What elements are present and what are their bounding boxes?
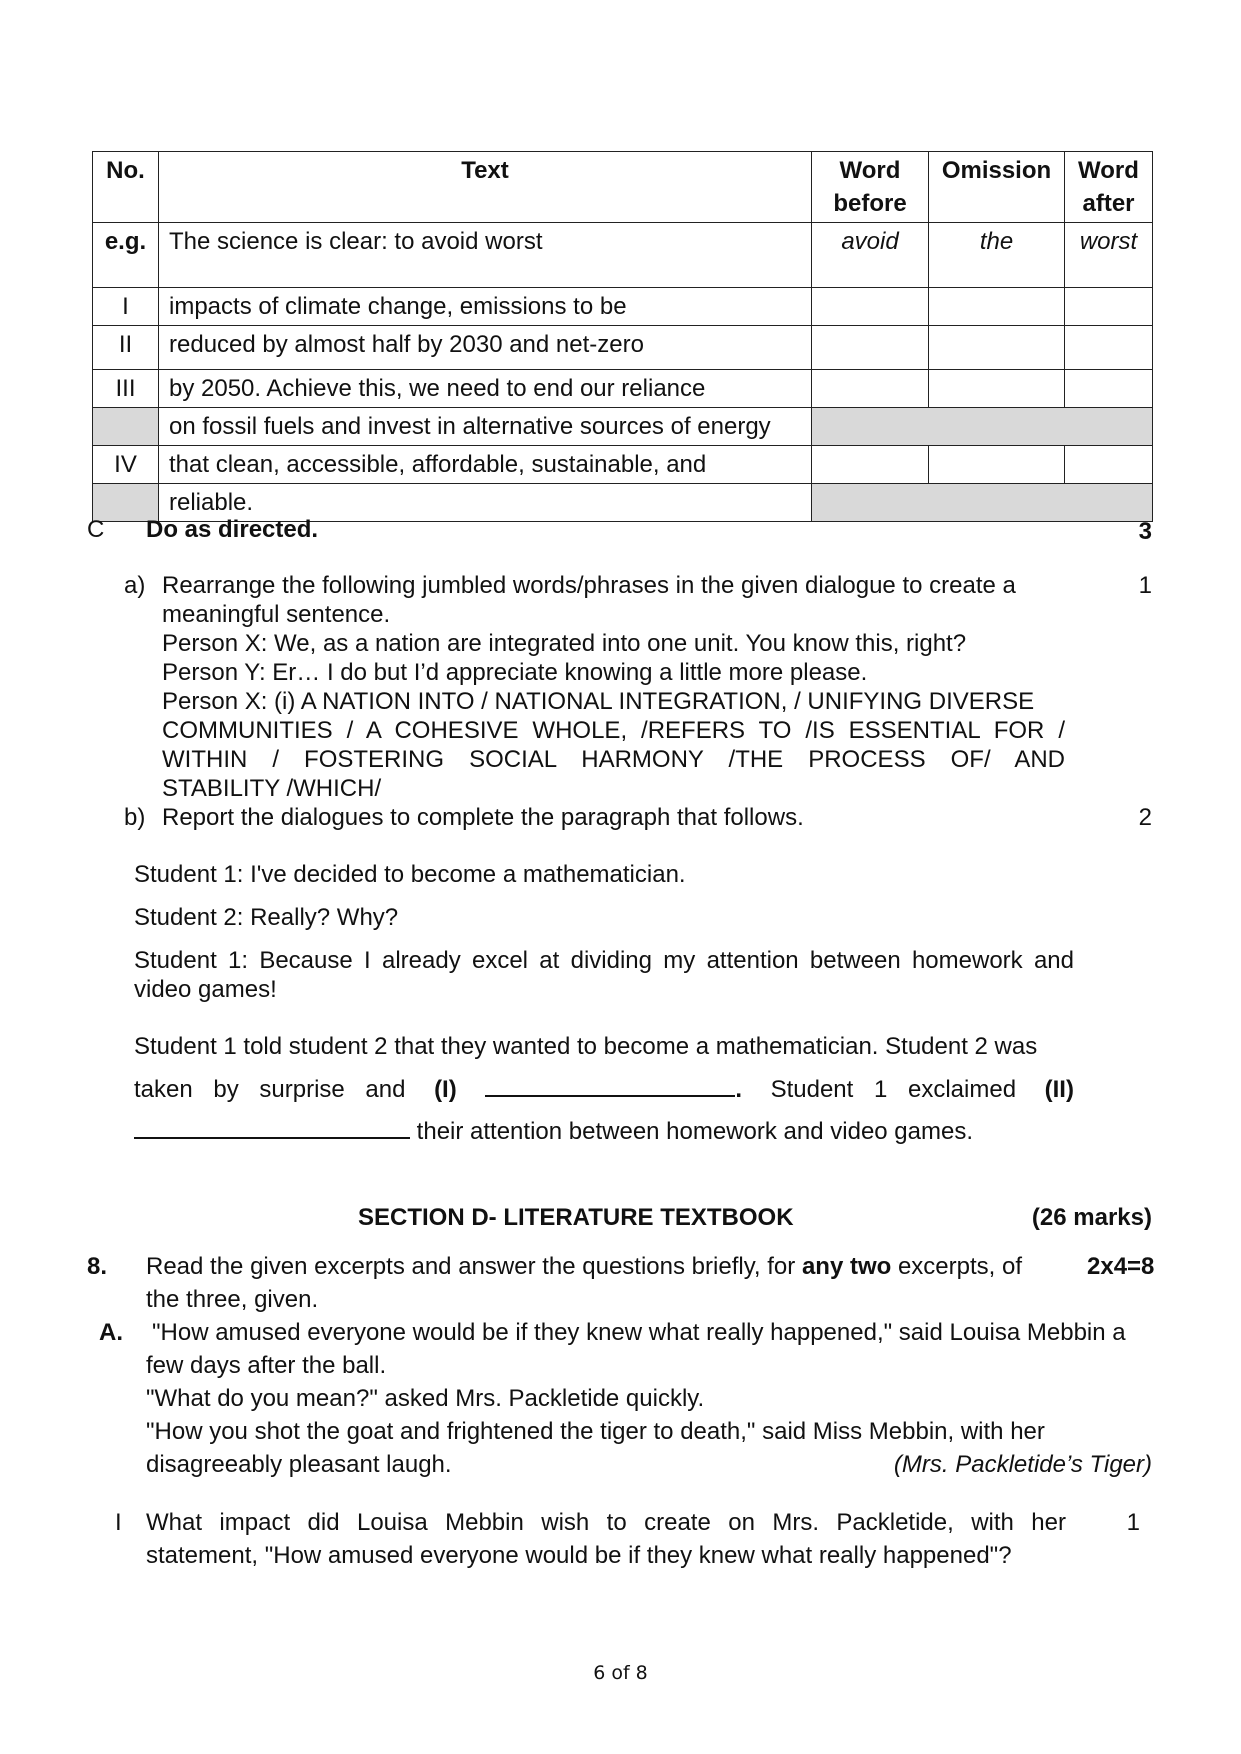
part-b-label: b) — [124, 804, 146, 831]
word-before-answer-cell[interactable] — [812, 288, 929, 326]
part-a-line1: Rearrange the following jumbled words/phrases in the given dialogue to create a — [162, 572, 1016, 599]
row-number: IV — [93, 446, 159, 484]
header-word-after: Word after — [1065, 152, 1153, 223]
table-row — [93, 326, 1153, 370]
dialogue-student1-b-line1: Student 1: Because I already excel at dividing my attention between homework and — [134, 947, 1074, 974]
row-number: III — [93, 370, 159, 408]
omission-answer-cell[interactable] — [929, 288, 1065, 326]
header-word-before: Word before — [812, 152, 929, 223]
question-i-line2: statement, "How amused everyone would be if they knew what really happened"? — [146, 1542, 1012, 1569]
report-paragraph-line3 — [134, 1117, 973, 1146]
section-c-title: Do as directed. — [146, 516, 319, 543]
excerpt-a-source: (Mrs. Packletide’s Tiger) — [893, 1451, 1152, 1478]
word-after-answer-cell[interactable] — [1065, 288, 1153, 326]
excerpt-a-line1: "How amused everyone would be if they knew what really happened," said Louisa Mebbin a — [152, 1319, 1126, 1346]
row-text: reduced by almost half by 2030 and net-zero — [159, 326, 812, 370]
word-before-answer-cell[interactable] — [812, 326, 929, 370]
table-header-row — [93, 152, 1153, 223]
table-row — [93, 446, 1153, 484]
row-text: The science is clear: to avoid worst — [159, 223, 812, 288]
dialogue-student1-a: Student 1: I've decided to become a mathematician. — [134, 861, 686, 888]
question-8-number: 8. — [87, 1253, 108, 1280]
row-text: on fossil fuels and invest in alternative sources of energy — [159, 408, 812, 446]
excerpt-a-line2: few days after the ball. — [146, 1352, 387, 1379]
omission-answer-cell[interactable] — [929, 370, 1065, 408]
row-number: e.g. — [93, 223, 159, 288]
jumbled-line2: COMMUNITIES / A COHESIVE WHOLE, /REFERS TO /IS ESSENTIAL FOR / — [162, 717, 1065, 744]
dialogue-student2: Student 2: Really? Why? — [134, 904, 399, 931]
table-row — [93, 288, 1153, 326]
blank-i-period: . — [735, 1076, 742, 1103]
report-paragraph-line1: Student 1 told student 2 that they wanted to become a mathematician. Student 2 was — [134, 1033, 1038, 1060]
person-y-line: Person Y: Er… I do but I’d appreciate knowing a little more please. — [162, 659, 868, 686]
word-after-answer-cell[interactable] — [1065, 326, 1153, 370]
omission-table — [92, 151, 1153, 522]
row-text: reliable. — [159, 484, 812, 522]
report-text-exclaimed: Student 1 exclaimed — [770, 1076, 1017, 1103]
section-d-marks: (26 marks) — [1031, 1204, 1152, 1231]
table-row — [93, 408, 1153, 446]
header-text: Text — [159, 152, 812, 223]
row-shaded-blank — [812, 408, 1153, 446]
jumbled-line3: WITHIN / FOSTERING SOCIAL HARMONY /THE PROCESS OF/ AND — [162, 746, 1065, 773]
excerpt-a-line3: "What do you mean?" asked Mrs. Packletide quickly. — [146, 1385, 705, 1412]
report-paragraph-line2 — [134, 1075, 1074, 1104]
row-number: I — [93, 288, 159, 326]
word-before-answer-cell[interactable] — [812, 446, 929, 484]
word-after-answer-cell[interactable] — [1065, 446, 1153, 484]
section-c-letter: C — [87, 516, 105, 543]
question-8-line2: the three, given. — [146, 1286, 319, 1313]
row-text: impacts of climate change, emissions to be — [159, 288, 812, 326]
jumbled-line4: STABILITY /WHICH/ — [162, 775, 382, 802]
blank-label-ii: (II) — [1044, 1076, 1074, 1103]
section-d-title: SECTION D- LITERATURE TEXTBOOK — [358, 1204, 794, 1231]
question-8-line1 — [146, 1252, 1022, 1281]
part-a-label: a) — [124, 572, 146, 599]
q8-text-c: excerpts, of — [897, 1253, 1023, 1280]
report-text-attention: their attention between homework and video games. — [416, 1118, 974, 1145]
excerpt-a-line4: "How you shot the goat and frightened the tiger to death," said Miss Mebbin, with her — [146, 1418, 1045, 1445]
word-before-answer-cell[interactable] — [812, 370, 929, 408]
blank-label-i: (I) — [434, 1076, 457, 1103]
word-after-answer-cell[interactable] — [1065, 370, 1153, 408]
word-before-cell: avoid — [812, 223, 929, 288]
part-b-marks: 2 — [1138, 804, 1152, 831]
excerpt-a-line5: disagreeably pleasant laugh. — [146, 1451, 452, 1478]
omission-answer-cell[interactable] — [929, 446, 1065, 484]
table-row — [93, 223, 1153, 288]
dialogue-student1-b-line2: video games! — [134, 976, 277, 1003]
answer-blank-ii[interactable] — [134, 1117, 410, 1139]
word-after-cell: worst — [1065, 223, 1153, 288]
answer-blank-i[interactable] — [485, 1075, 735, 1097]
part-a-line2: meaningful sentence. — [162, 601, 391, 628]
row-number: II — [93, 326, 159, 370]
part-b-instruction: Report the dialogues to complete the paragraph that follows. — [162, 804, 804, 831]
page-number: 6 of 8 — [593, 1662, 648, 1684]
blank-i-group — [485, 1075, 742, 1104]
section-c-marks: 3 — [1138, 518, 1152, 545]
question-8-marks: 2x4=8 — [1087, 1253, 1155, 1280]
person-x-line1: Person X: We, as a nation are integrated into one unit. You know this, right? — [162, 630, 967, 657]
table-row — [93, 370, 1153, 408]
q8-text-any-two: any two — [801, 1253, 892, 1280]
omission-cell: the — [929, 223, 1065, 288]
omission-answer-cell[interactable] — [929, 326, 1065, 370]
header-omission: Omission — [929, 152, 1065, 223]
row-shaded-blank — [812, 484, 1153, 522]
report-text-taken: taken by surprise and — [134, 1076, 406, 1103]
question-i-label: I — [115, 1509, 122, 1536]
row-text: by 2050. Achieve this, we need to end our reliance — [159, 370, 812, 408]
part-a-marks: 1 — [1138, 572, 1152, 599]
person-x-line2: Person X: (i) A NATION INTO / NATIONAL INTEGRATION, / UNIFYING DIVERSE — [162, 688, 1035, 715]
header-no: No. — [93, 152, 159, 223]
row-text: that clean, accessible, affordable, sustainable, and — [159, 446, 812, 484]
q8-text-a: Read the given excerpts and answer the questions briefly, for — [146, 1253, 796, 1280]
excerpt-a-label: A. — [99, 1319, 123, 1346]
question-i-marks: 1 — [1126, 1509, 1140, 1536]
row-number — [93, 408, 159, 446]
question-i-line1: What impact did Louisa Mebbin wish to create on Mrs. Packletide, with her — [146, 1509, 1066, 1536]
